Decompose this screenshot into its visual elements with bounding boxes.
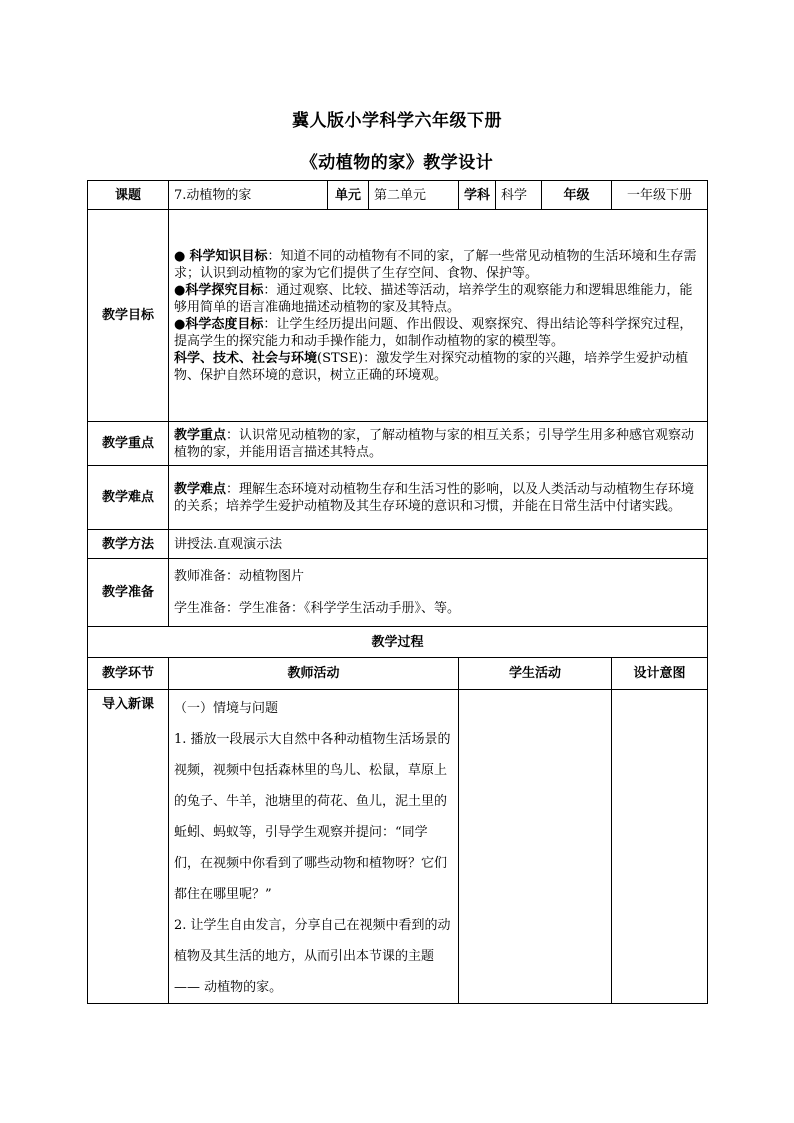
grade-label: 年级 xyxy=(542,181,612,210)
grade-value: 一年级下册 xyxy=(612,181,708,210)
info-row xyxy=(88,181,708,210)
process-columns-row xyxy=(88,658,708,690)
intro-step-2: 2. 让学生自由发言，分享自己在视频中看到的动植物及其生活的地方，从而引出本节课的主题 —— 动植物的家。 xyxy=(174,918,451,995)
stse-goal xyxy=(174,350,702,384)
knowledge-goal-text: ：知道不同的动植物有不同的家，了解一些常见动植物的生活环境和生存需求；认识到动植物的家为它们提供了生存空间、食物、保护等。 xyxy=(174,248,697,281)
key-points-text: ：认识常见动植物的家，了解动植物与家的相互关系；引导学生用多种感官观察动植物的家，并能用语言描述其特点。 xyxy=(174,427,695,460)
goals-row xyxy=(88,210,708,422)
key-points-content xyxy=(169,422,708,466)
process-header-row xyxy=(88,627,708,658)
intro-step-1: 1. 播放一段展示大自然中各种动植物生活场景的视频，视频中包括森林里的鸟儿、松鼠，草原上的兔子、牛羊，池塘里的荷花、鱼儿，泥土里的蚯蚓、蚂蚁等，引导学生观察并提问：“同学们，在视频中你看到了哪些动物和植物呀？它们都住在哪里呢？” xyxy=(174,732,451,902)
preparation-content xyxy=(169,559,708,627)
subject-value: 科学 xyxy=(496,181,542,210)
preparation-label: 教学准备 xyxy=(88,559,169,627)
document-subtitle: 《动植物的家》教学设计 xyxy=(300,153,494,173)
col-teacher: 教师活动 xyxy=(169,658,459,690)
col-intent: 设计意图 xyxy=(612,658,708,690)
intro-stage: 导入新课 xyxy=(88,690,169,1004)
unit-value: 第二单元 xyxy=(369,181,459,210)
goals-label: 教学目标 xyxy=(88,210,169,422)
preparation-row xyxy=(88,559,708,627)
key-points-prefix: 教学重点 xyxy=(174,427,227,443)
inquiry-goal-text: ：通过观察、比较、描述等活动，培养学生的观察能力和逻辑思维能力，能够用简单的语言准确地描述动植物的家及其特点。 xyxy=(174,282,693,315)
intro-subtitle: （一）情境与问题 xyxy=(174,701,279,716)
col-student: 学生活动 xyxy=(459,658,612,690)
intro-student-activity xyxy=(459,690,612,1004)
bullet: ● xyxy=(174,282,186,298)
intro-teacher-activity xyxy=(169,690,459,1004)
subject-label: 学科 xyxy=(459,181,496,210)
process-header: 教学过程 xyxy=(88,627,708,658)
attitude-goal-title: 科学态度目标 xyxy=(185,316,264,332)
key-points-label: 教学重点 xyxy=(88,422,169,466)
stse-goal-text: (STSE)：激发学生对探究动植物的家的兴趣，培养学生爱护动植物、保护自然环境的意识，树立正确的环境观。 xyxy=(174,350,689,383)
key-points-row xyxy=(88,422,708,466)
difficulties-row xyxy=(88,466,708,530)
inquiry-goal-title: 科学探究目标 xyxy=(185,282,264,298)
topic-label: 课题 xyxy=(88,181,169,210)
difficulties-prefix: 教学难点 xyxy=(174,481,227,497)
intro-design-intent xyxy=(612,690,708,1004)
teacher-preparation: 教师准备：动植物图片 xyxy=(174,568,305,584)
difficulties-content xyxy=(169,466,708,530)
intro-row xyxy=(88,690,708,1004)
difficulties-text: ：理解生态环境对动植物生存和生活习性的影响，以及人类活动与动植物生存环境的关系；培养学生爱护动植物及其生存环境的意识和习惯，并能在日常生活中付诸实践。 xyxy=(174,481,695,514)
unit-label: 单元 xyxy=(328,181,369,210)
document-title: 冀人版小学科学六年级下册 xyxy=(292,111,502,131)
lesson-plan-table xyxy=(87,180,708,1004)
knowledge-goal-title: 科学知识目标 xyxy=(189,248,268,264)
attitude-goal xyxy=(174,316,702,350)
bullet: ● xyxy=(174,248,190,264)
inquiry-goal xyxy=(174,282,702,316)
stse-goal-title: 科学、技术、社会与环境 xyxy=(174,350,318,366)
knowledge-goal xyxy=(174,248,702,282)
methods-row xyxy=(88,530,708,559)
goals-content xyxy=(169,210,708,422)
methods-label: 教学方法 xyxy=(88,530,169,559)
col-stage: 教学环节 xyxy=(88,658,169,690)
student-preparation: 学生准备：学生准备：《科学学生活动手册》、等。 xyxy=(174,600,461,616)
topic-value: 7.动植物的家 xyxy=(169,181,328,210)
methods-text: 讲授法.直观演示法 xyxy=(169,530,708,559)
attitude-goal-text: ：让学生经历提出问题、作出假设、观察探究、得出结论等科学探究过程，提高学生的探究能力和动手操作能力，如制作动植物的家的模型等。 xyxy=(174,316,693,349)
difficulties-label: 教学难点 xyxy=(88,466,169,530)
bullet: ● xyxy=(174,316,186,332)
